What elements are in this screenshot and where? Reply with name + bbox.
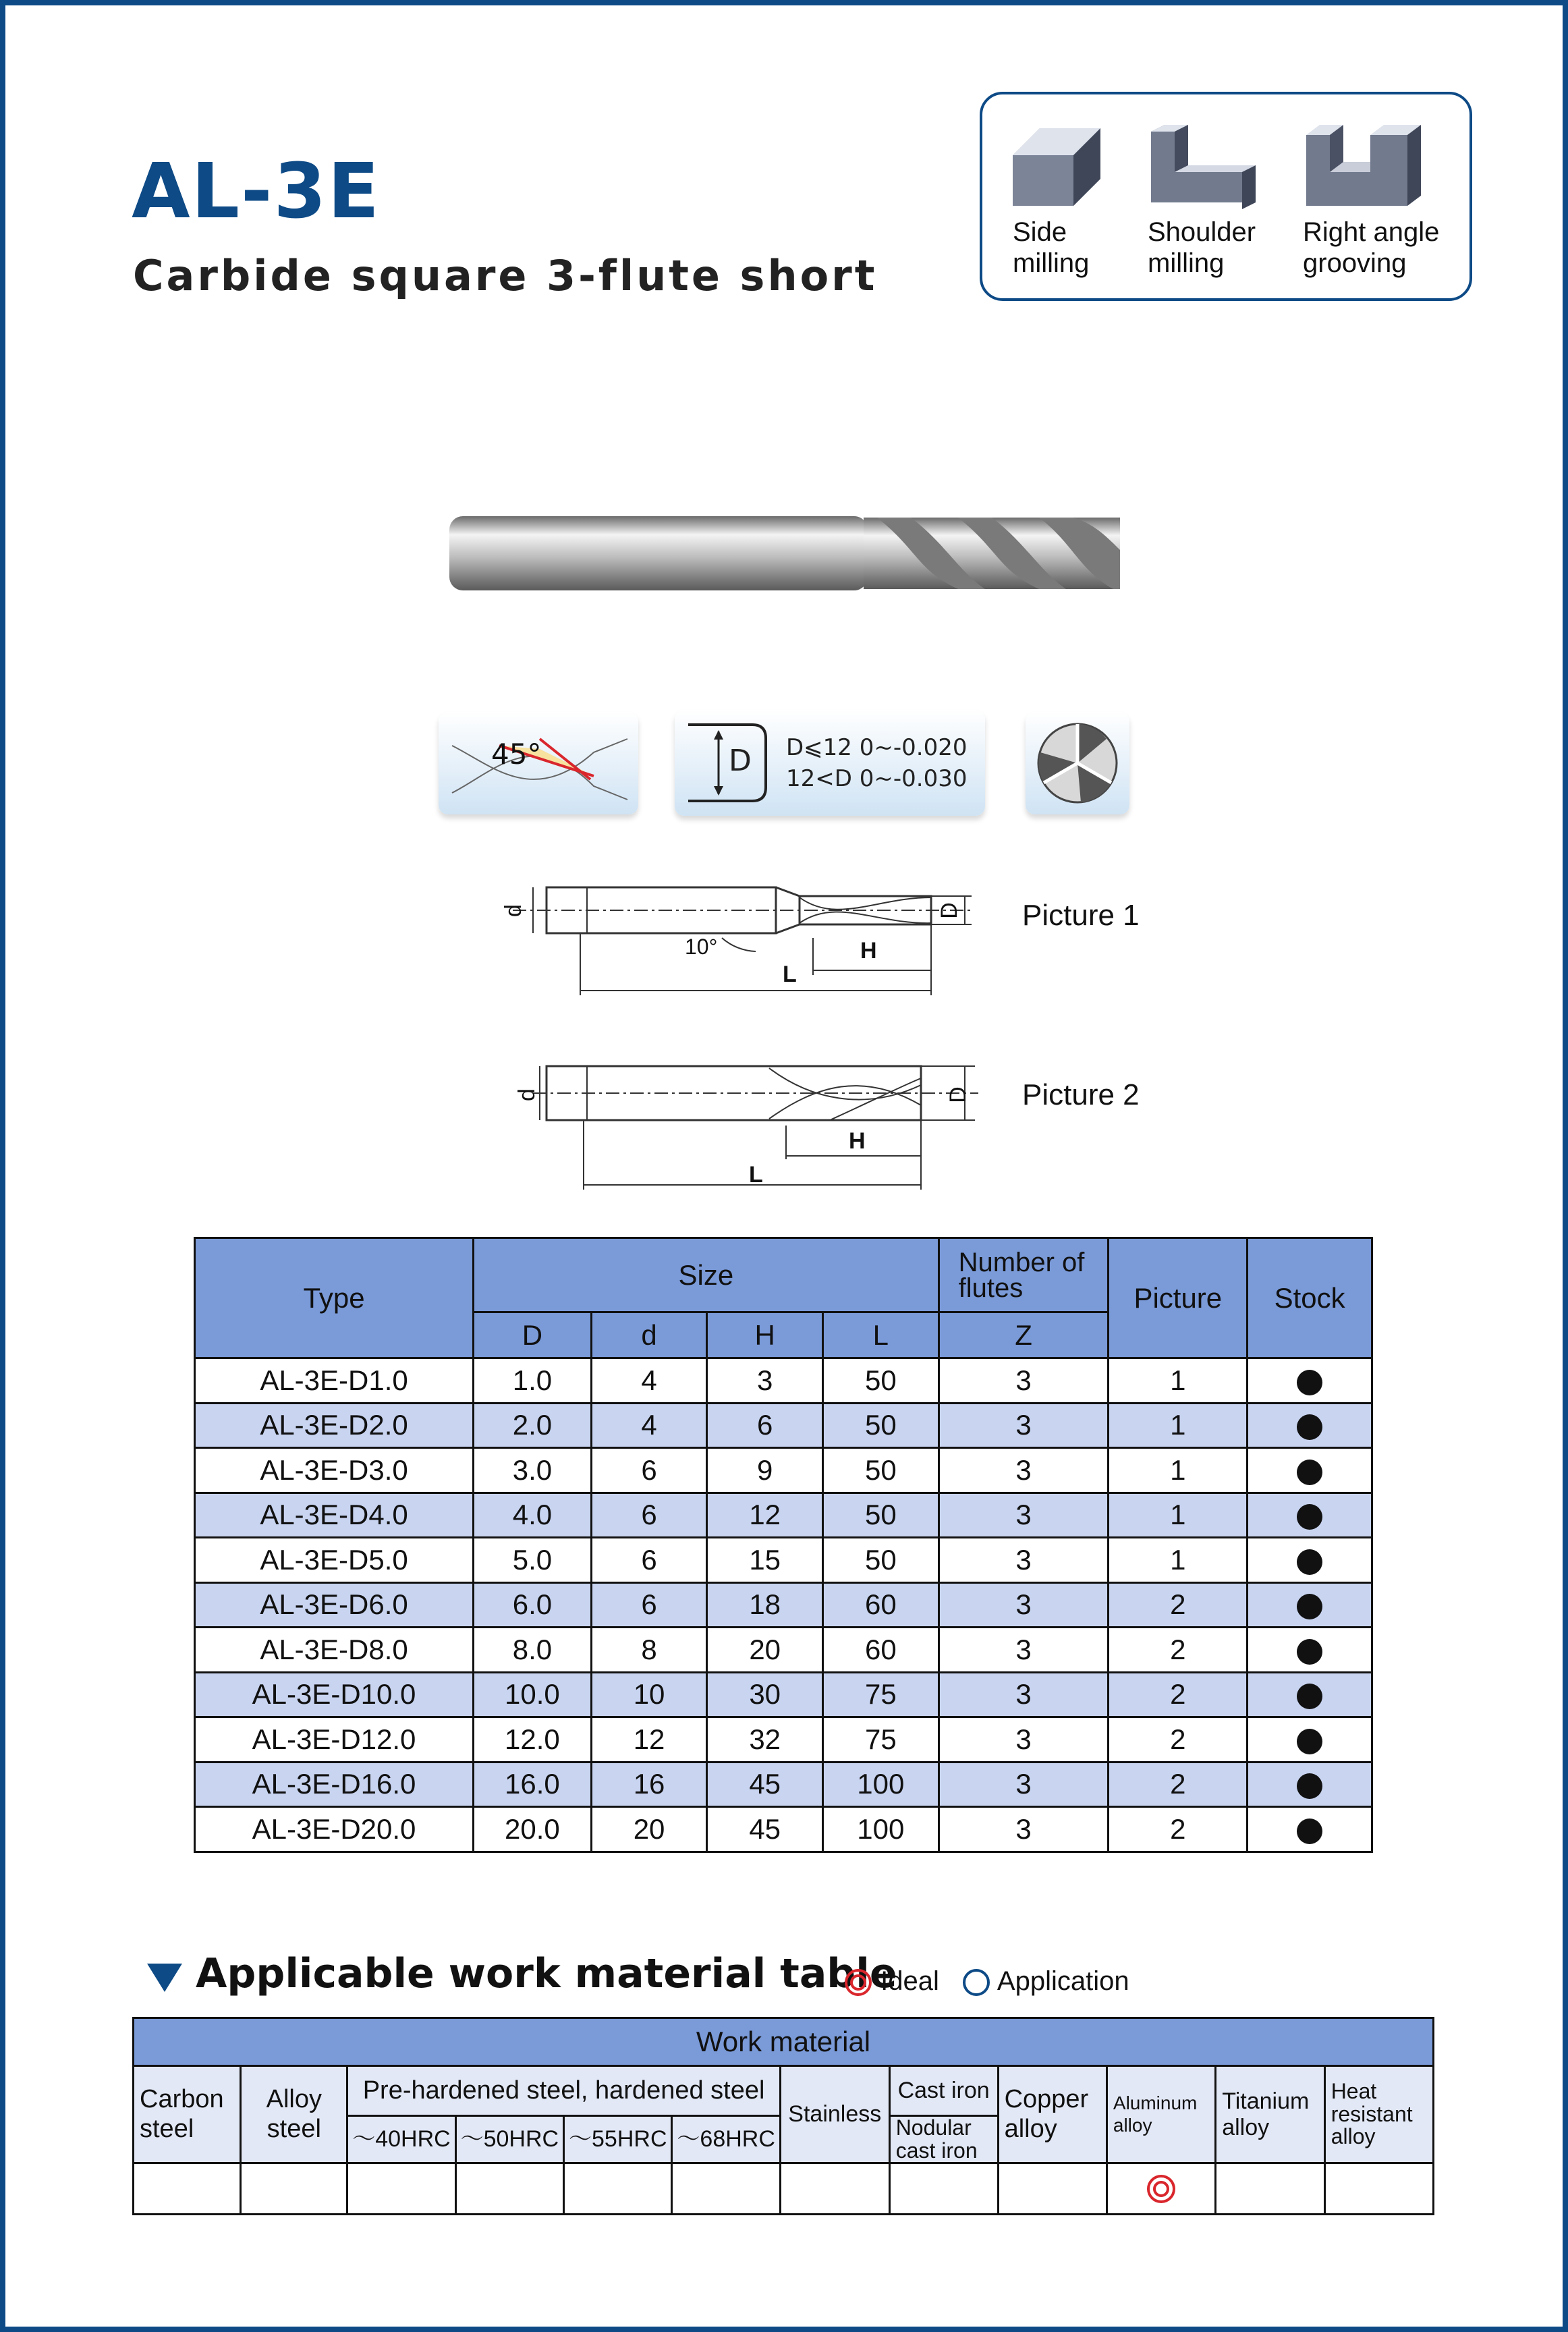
picture-2-label: Picture 2 xyxy=(1022,1078,1140,1111)
cell-pic: 2 xyxy=(1109,1628,1248,1673)
cell-Z: 3 xyxy=(939,1807,1109,1852)
work-material-table xyxy=(132,2017,1434,2215)
material-section-title: Applicable work material table xyxy=(196,1950,897,1997)
header-Z: Z xyxy=(939,1312,1109,1358)
helix-angle-value: 45° xyxy=(491,738,542,771)
cell-d: 6 xyxy=(591,1538,707,1583)
cell-pic: 2 xyxy=(1109,1762,1248,1807)
material-hrc55: ～55HRC xyxy=(564,2116,672,2163)
cell-L: 75 xyxy=(822,1717,939,1762)
cell-H: 3 xyxy=(707,1358,823,1404)
material-carbon-steel: Carbon steel xyxy=(134,2066,241,2163)
tolerance-line-1: D⩽12 0~-0.020 xyxy=(786,734,968,761)
product-subtitle: Carbide square 3-flute short xyxy=(133,251,878,300)
cell-stock xyxy=(1248,1628,1372,1673)
cell-H: 20 xyxy=(707,1628,823,1673)
in-stock-dot-icon xyxy=(1297,1504,1322,1530)
aluminum-rating-cell xyxy=(1107,2163,1215,2215)
cell-D: 5.0 xyxy=(474,1538,592,1583)
cell-d: 12 xyxy=(591,1717,707,1762)
cell-d: 4 xyxy=(591,1403,707,1448)
cell-stock xyxy=(1248,1538,1372,1583)
cell-stock xyxy=(1248,1582,1372,1628)
cell-stock xyxy=(1248,1493,1372,1538)
cell-L: 60 xyxy=(822,1628,939,1673)
cell-D: 2.0 xyxy=(474,1403,592,1448)
cell-pic: 2 xyxy=(1109,1672,1248,1717)
cell-D: 6.0 xyxy=(474,1582,592,1628)
operation-label: Side milling xyxy=(1013,217,1090,278)
table-row xyxy=(195,1807,1372,1852)
end-mill-product-image xyxy=(445,509,1127,597)
table-row xyxy=(195,1448,1372,1493)
dim-H-2: H xyxy=(849,1128,866,1154)
in-stock-dot-icon xyxy=(1297,1594,1322,1619)
cell-pic: 1 xyxy=(1109,1493,1248,1538)
dim-D-1: D xyxy=(936,902,962,919)
cell-H: 18 xyxy=(707,1582,823,1628)
operation-shoulder-milling xyxy=(1148,121,1262,279)
cell-L: 50 xyxy=(822,1448,939,1493)
header-H: H xyxy=(707,1312,823,1358)
cell-stock xyxy=(1248,1807,1372,1852)
cell-H: 45 xyxy=(707,1807,823,1852)
cell-d: 6 xyxy=(591,1582,707,1628)
cell-type: AL-3E-D5.0 xyxy=(195,1538,474,1583)
header-flutes: Number of flutes xyxy=(939,1238,1109,1312)
material-cast-iron: Cast iron xyxy=(889,2066,998,2116)
cell-H: 45 xyxy=(707,1762,823,1807)
cell-d: 4 xyxy=(591,1358,707,1404)
in-stock-dot-icon xyxy=(1297,1819,1322,1844)
table-row xyxy=(195,1582,1372,1628)
material-hrc40: ～40HRC xyxy=(347,2116,455,2163)
cell-D: 4.0 xyxy=(474,1493,592,1538)
cell-stock xyxy=(1248,1358,1372,1404)
operation-side-milling xyxy=(1013,121,1107,279)
header-stock: Stock xyxy=(1248,1238,1372,1358)
cell-d: 8 xyxy=(591,1628,707,1673)
operation-label: Right angle grooving xyxy=(1303,217,1440,278)
in-stock-dot-icon xyxy=(1297,1684,1322,1709)
cell-pic: 1 xyxy=(1109,1448,1248,1493)
material-hrc68: ～68HRC xyxy=(672,2116,780,2163)
dim-H-1: H xyxy=(860,938,877,964)
cell-Z: 3 xyxy=(939,1762,1109,1807)
cell-type: AL-3E-D16.0 xyxy=(195,1762,474,1807)
cell-D: 12.0 xyxy=(474,1717,592,1762)
cell-stock xyxy=(1248,1403,1372,1448)
picture-1-label: Picture 1 xyxy=(1022,899,1140,932)
cell-d: 6 xyxy=(591,1493,707,1538)
cell-H: 32 xyxy=(707,1717,823,1762)
in-stock-dot-icon xyxy=(1297,1729,1322,1754)
legend-application: Application xyxy=(961,1966,1129,1997)
cell-Z: 3 xyxy=(939,1628,1109,1673)
cell-L: 100 xyxy=(822,1807,939,1852)
in-stock-dot-icon xyxy=(1297,1414,1322,1440)
dim-d-1: d xyxy=(500,904,526,917)
header-D: D xyxy=(474,1312,592,1358)
cell-stock xyxy=(1248,1717,1372,1762)
cell-D: 10.0 xyxy=(474,1672,592,1717)
header-picture: Picture xyxy=(1109,1238,1248,1358)
cell-pic: 1 xyxy=(1109,1358,1248,1404)
cell-Z: 3 xyxy=(939,1717,1109,1762)
operations-panel xyxy=(980,92,1472,301)
table-row xyxy=(195,1762,1372,1807)
cell-d: 20 xyxy=(591,1807,707,1852)
material-aluminum-alloy: Aluminum alloy xyxy=(1107,2066,1215,2163)
cell-Z: 3 xyxy=(939,1538,1109,1583)
side-milling-icon xyxy=(1013,121,1107,213)
diameter-symbol: D xyxy=(729,744,752,778)
header-L: L xyxy=(822,1312,939,1358)
material-hrc50: ～50HRC xyxy=(455,2116,563,2163)
cell-L: 50 xyxy=(822,1493,939,1538)
cell-H: 15 xyxy=(707,1538,823,1583)
cell-stock xyxy=(1248,1762,1372,1807)
material-prehardened: Pre-hardened steel, hardened steel xyxy=(347,2066,781,2116)
table-row xyxy=(195,1538,1372,1583)
operation-label: Shoulder milling xyxy=(1148,217,1256,278)
ideal-mark-icon xyxy=(1145,2173,1177,2205)
table-row xyxy=(195,1493,1372,1538)
dim-d-2: d xyxy=(513,1088,540,1101)
dim-L-2: L xyxy=(749,1162,763,1188)
section-triangle-icon xyxy=(147,1964,182,1992)
material-heat-resistant-alloy: Heat resistant alloy xyxy=(1324,2066,1433,2163)
table-row xyxy=(195,1358,1372,1404)
picture-1-drawing xyxy=(499,870,985,999)
right-angle-grooving-icon xyxy=(1303,121,1428,213)
cell-type: AL-3E-D1.0 xyxy=(195,1358,474,1404)
product-model: AL-3E xyxy=(132,148,381,235)
header-d: d xyxy=(591,1312,707,1358)
cell-pic: 2 xyxy=(1109,1717,1248,1762)
in-stock-dot-icon xyxy=(1297,1639,1322,1665)
diameter-tolerance-icon xyxy=(675,710,985,816)
helix-angle-icon xyxy=(439,712,638,814)
cell-type: AL-3E-D12.0 xyxy=(195,1717,474,1762)
cell-D: 8.0 xyxy=(474,1628,592,1673)
cell-type: AL-3E-D4.0 xyxy=(195,1493,474,1538)
cell-pic: 2 xyxy=(1109,1582,1248,1628)
cell-pic: 2 xyxy=(1109,1807,1248,1852)
cell-type: AL-3E-D8.0 xyxy=(195,1628,474,1673)
spec-table xyxy=(194,1237,1373,1853)
cell-L: 75 xyxy=(822,1672,939,1717)
cell-type: AL-3E-D20.0 xyxy=(195,1807,474,1852)
cell-type: AL-3E-D10.0 xyxy=(195,1672,474,1717)
cell-pic: 1 xyxy=(1109,1538,1248,1583)
cell-D: 20.0 xyxy=(474,1807,592,1852)
operation-right-angle-grooving xyxy=(1303,121,1439,279)
cell-stock xyxy=(1248,1448,1372,1493)
application-mark-icon xyxy=(961,1968,991,1997)
cell-L: 60 xyxy=(822,1582,939,1628)
cell-Z: 3 xyxy=(939,1403,1109,1448)
ideal-mark-icon xyxy=(843,1968,873,1997)
cell-L: 100 xyxy=(822,1762,939,1807)
table-row xyxy=(195,1717,1372,1762)
material-nodular-cast-iron: Nodular cast iron xyxy=(889,2116,998,2163)
in-stock-dot-icon xyxy=(1297,1370,1322,1395)
dim-L-1: L xyxy=(783,962,797,987)
cell-type: AL-3E-D2.0 xyxy=(195,1403,474,1448)
cell-type: AL-3E-D3.0 xyxy=(195,1448,474,1493)
cell-Z: 3 xyxy=(939,1493,1109,1538)
cell-D: 1.0 xyxy=(474,1358,592,1404)
work-material-header: Work material xyxy=(134,2018,1434,2066)
material-rating-row xyxy=(134,2163,1434,2215)
dim-angle-1: 10° xyxy=(685,935,718,959)
tolerance-line-2: 12<D 0~-0.030 xyxy=(786,765,968,792)
header-type: Type xyxy=(195,1238,474,1358)
table-row xyxy=(195,1403,1372,1448)
three-flute-end-view-icon xyxy=(1026,712,1129,814)
cell-d: 10 xyxy=(591,1672,707,1717)
cell-H: 6 xyxy=(707,1403,823,1448)
cell-D: 3.0 xyxy=(474,1448,592,1493)
cell-L: 50 xyxy=(822,1403,939,1448)
cell-D: 16.0 xyxy=(474,1762,592,1807)
in-stock-dot-icon xyxy=(1297,1773,1322,1799)
header-size: Size xyxy=(474,1238,939,1312)
cell-Z: 3 xyxy=(939,1672,1109,1717)
dim-D-2: D xyxy=(945,1086,971,1103)
legend-ideal: Ideal xyxy=(843,1966,939,1997)
table-row xyxy=(195,1672,1372,1717)
cell-stock xyxy=(1248,1672,1372,1717)
cell-type: AL-3E-D6.0 xyxy=(195,1582,474,1628)
in-stock-dot-icon xyxy=(1297,1549,1322,1575)
cell-d: 6 xyxy=(591,1448,707,1493)
cell-Z: 3 xyxy=(939,1358,1109,1404)
table-row xyxy=(195,1628,1372,1673)
cell-Z: 3 xyxy=(939,1582,1109,1628)
shoulder-milling-icon xyxy=(1148,121,1262,213)
cell-Z: 3 xyxy=(939,1448,1109,1493)
material-stainless: Stainless xyxy=(780,2066,889,2163)
cell-H: 12 xyxy=(707,1493,823,1538)
cell-H: 9 xyxy=(707,1448,823,1493)
cell-pic: 1 xyxy=(1109,1403,1248,1448)
cell-H: 30 xyxy=(707,1672,823,1717)
cell-L: 50 xyxy=(822,1358,939,1404)
in-stock-dot-icon xyxy=(1297,1460,1322,1485)
material-titanium-alloy: Titanium alloy xyxy=(1216,2066,1324,2163)
cell-L: 50 xyxy=(822,1538,939,1583)
material-alloy-steel: Alloy steel xyxy=(241,2066,347,2163)
material-copper-alloy: Copper alloy xyxy=(998,2066,1107,2163)
cell-d: 16 xyxy=(591,1762,707,1807)
